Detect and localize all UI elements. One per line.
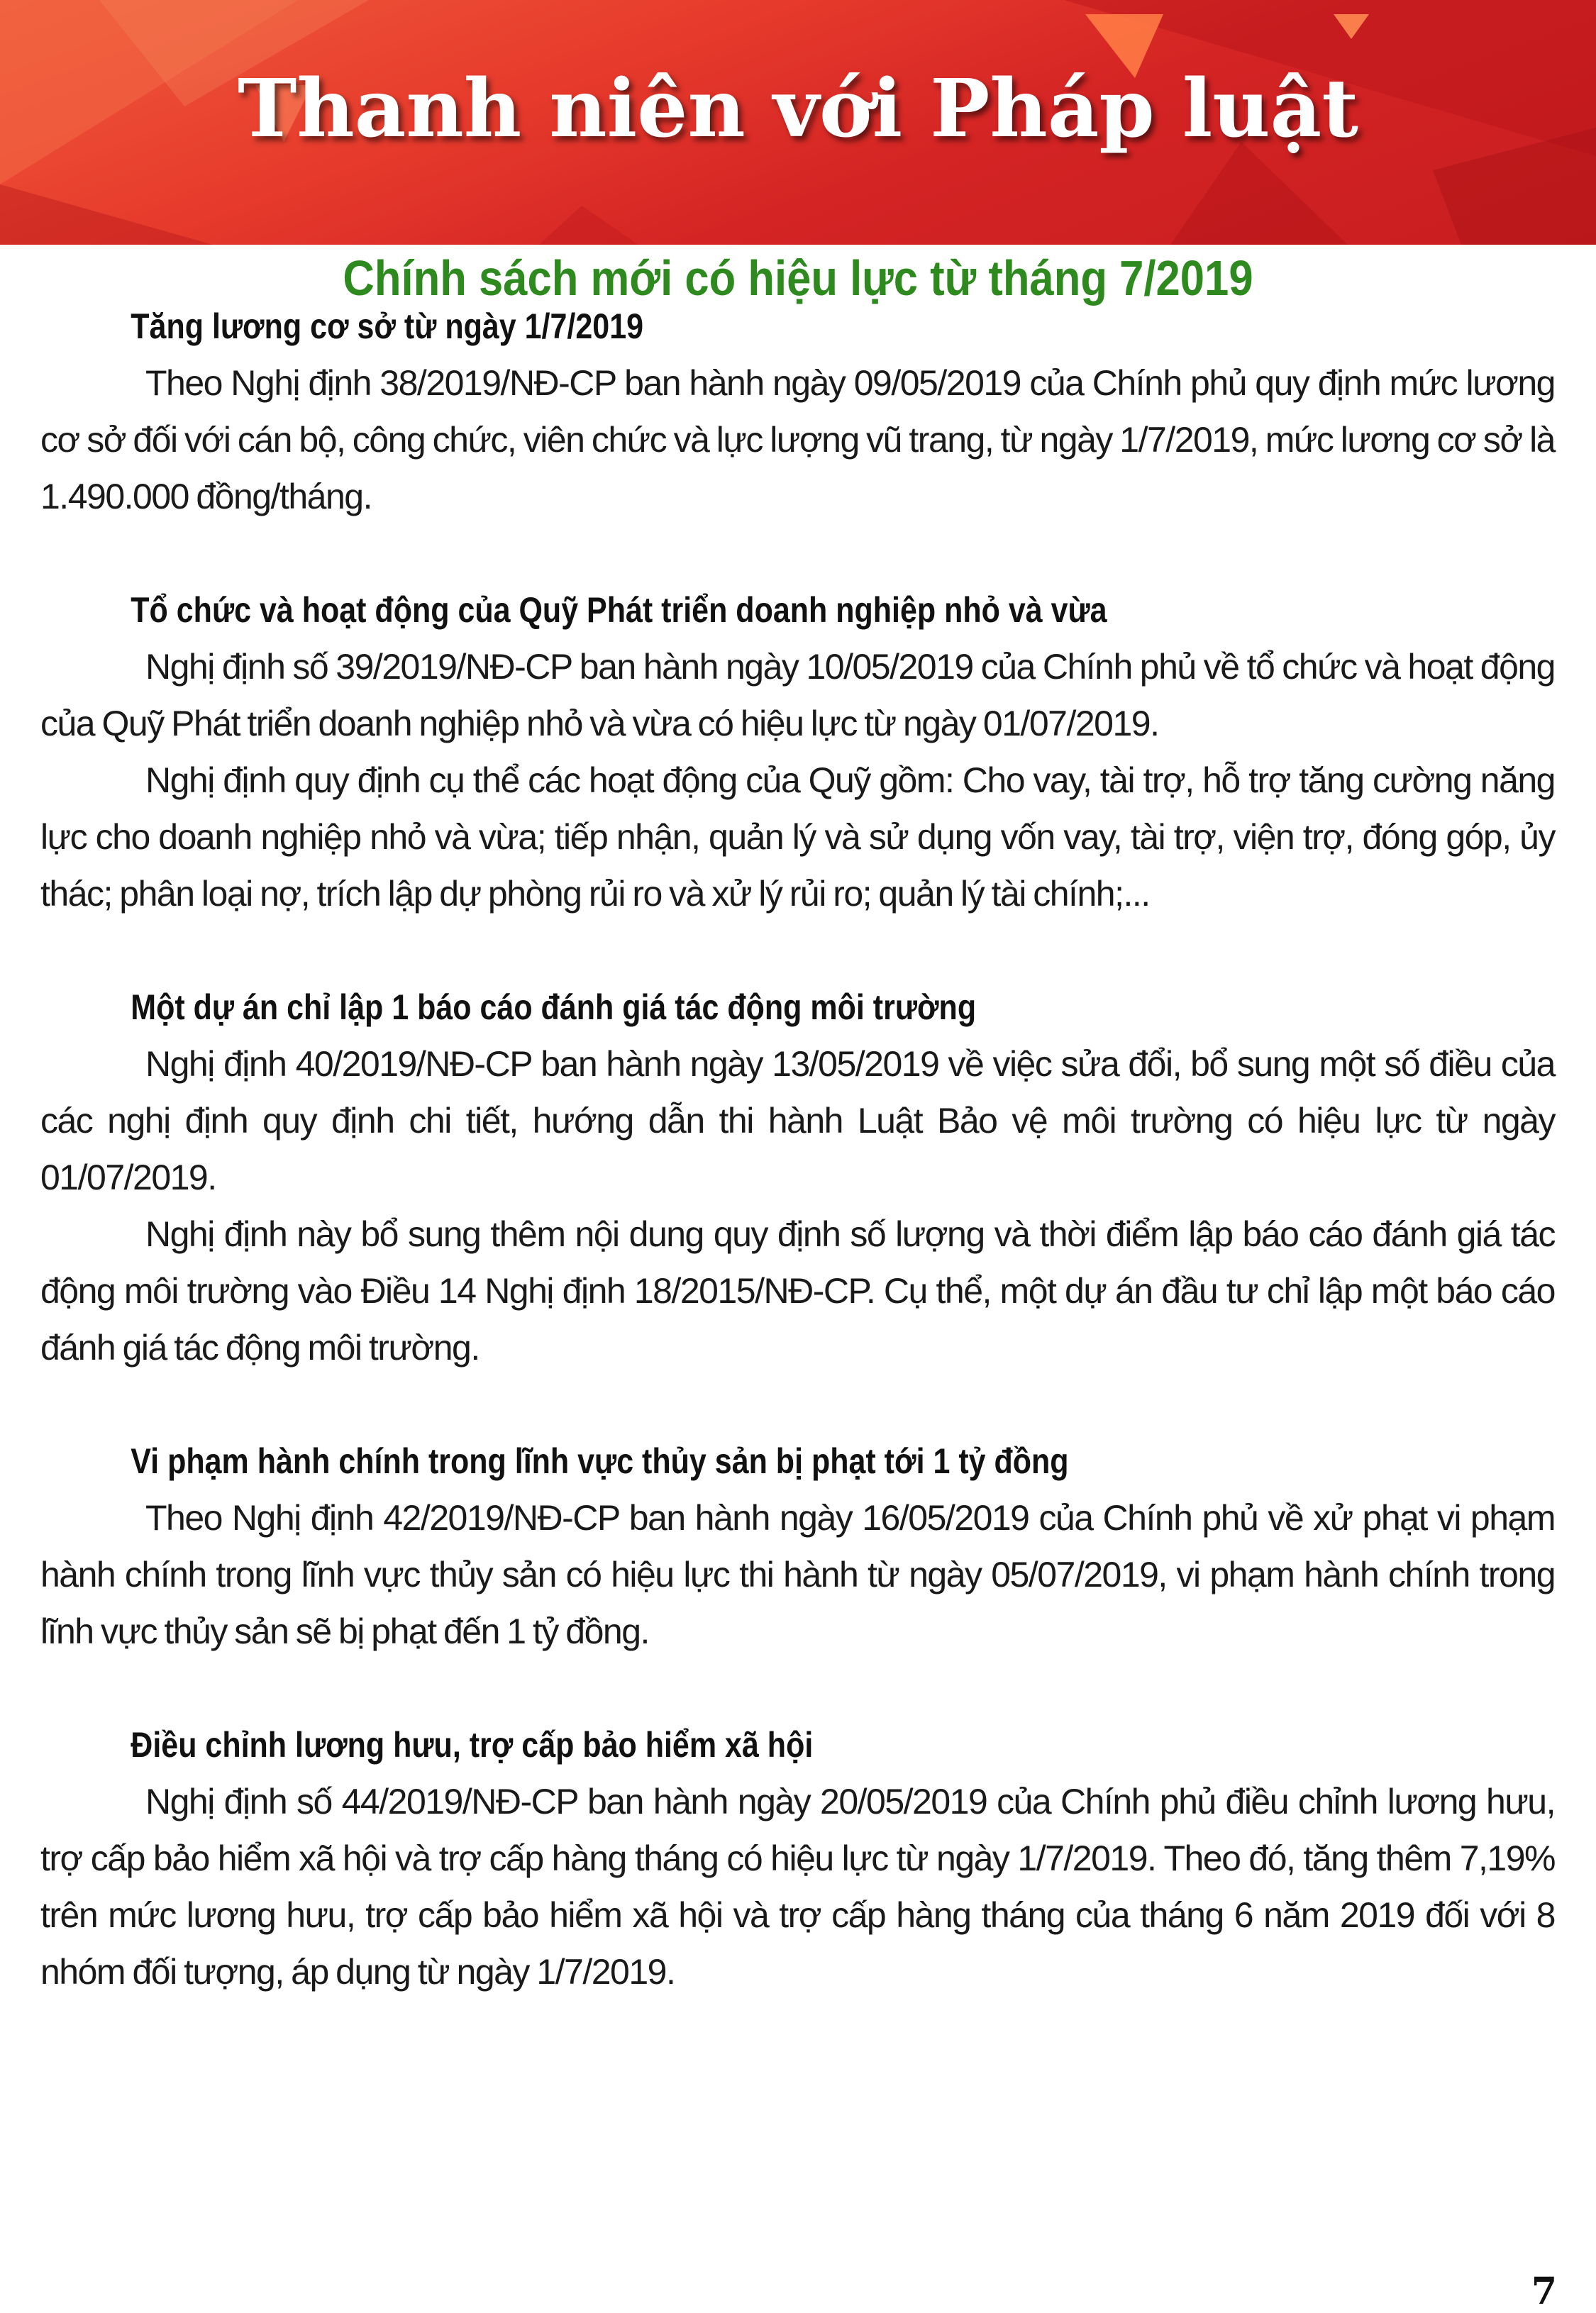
section-pension-adjustment [40, 1716, 1555, 2000]
page-number: 7 [1531, 2270, 1557, 2313]
paragraph: Theo Nghị định 38/2019/NĐ-CP ban hành ngày 09/05/2019 của Chính phủ quy định mức lương cơ sở đối với cán bộ, công chức, viên chức và lực lượng vũ trang, từ ngày 1/7/2019, mức lương cơ sở là 1.490.000 đồng/tháng. [40, 363, 1555, 516]
section-sme-fund [40, 582, 1555, 922]
page-title: Chính sách mới có hiệu lực từ tháng 7/2019 [343, 250, 1253, 306]
section-base-salary [40, 298, 1555, 525]
paragraph: Theo Nghị định 42/2019/NĐ-CP ban hành ngày 16/05/2019 của Chính phủ về xử phạt vi phạm hành chính trong lĩnh vực thủy sản có hiệu lực thi hành từ ngày 05/07/2019, vi phạm hành chính trong lĩnh vực thủy sản sẽ bị phạt đến 1 tỷ đồng. [40, 1498, 1555, 1651]
section-environment-report [40, 979, 1555, 1376]
paragraph: Nghị định này bổ sung thêm nội dung quy định số lượng và thời điểm lập báo cáo đánh giá tác động môi trường vào Điều 14 Nghị định 18/2015/NĐ-CP. Cụ thể, một dự án đầu tư chỉ lập một báo cáo đánh giá tác động môi trường. [40, 1214, 1555, 1368]
paragraph: Nghị định số 39/2019/NĐ-CP ban hành ngày 10/05/2019 của Chính phủ về tổ chức và hoạt động của Quỹ Phát triển doanh nghiệp nhỏ và vừa có hiệu lực từ ngày 01/07/2019. [40, 647, 1555, 743]
section-heading: Một dự án chỉ lập 1 báo cáo đánh giá tác động môi trường [131, 987, 977, 1027]
section-heading: Điều chỉnh lương hưu, trợ cấp bảo hiểm xã hội [131, 1725, 814, 1765]
section-heading: Tổ chức và hoạt động của Quỹ Phát triển doanh nghiệp nhỏ và vừa [131, 590, 1107, 630]
article-body [40, 298, 1555, 2000]
section-heading: Tăng lương cơ sở từ ngày 1/7/2019 [131, 306, 644, 346]
paragraph: Nghị định quy định cụ thể các hoạt động của Quỹ gồm: Cho vay, tài trợ, hỗ trợ tăng cường năng lực cho doanh nghiệp nhỏ và vừa; tiếp nhận, quản lý và sử dụng vốn vay, tài trợ, viện trợ, đóng góp, ủy thác; phân loại nợ, trích lập dự phòng rủi ro và xử lý rủi ro; quản lý tài chính;... [40, 760, 1555, 914]
banner-title: Thanh niên với Pháp luật [238, 62, 1358, 155]
section-fisheries-penalty [40, 1433, 1555, 1660]
paragraph: Nghị định 40/2019/NĐ-CP ban hành ngày 13/05/2019 về việc sửa đổi, bổ sung một số điều của các nghị định quy định chi tiết, hướng dẫn thi hành Luật Bảo vệ môi trường có hiệu lực từ ngày 01/07/2019. [40, 1044, 1555, 1197]
header-banner [0, 0, 1596, 245]
paragraph: Nghị định số 44/2019/NĐ-CP ban hành ngày 20/05/2019 của Chính phủ điều chỉnh lương hưu, trợ cấp bảo hiểm xã hội và trợ cấp hàng tháng có hiệu lực từ ngày 1/7/2019. Theo đó, tăng thêm 7,19% trên mức lương hưu, trợ cấp bảo hiểm xã hội và trợ cấp hàng tháng của tháng 6 năm 2019 đối với 8 nhóm đối tượng, áp dụng từ ngày 1/7/2019. [40, 1782, 1555, 1992]
section-heading: Vi phạm hành chính trong lĩnh vực thủy sản bị phạt tới 1 tỷ đồng [131, 1441, 1069, 1481]
